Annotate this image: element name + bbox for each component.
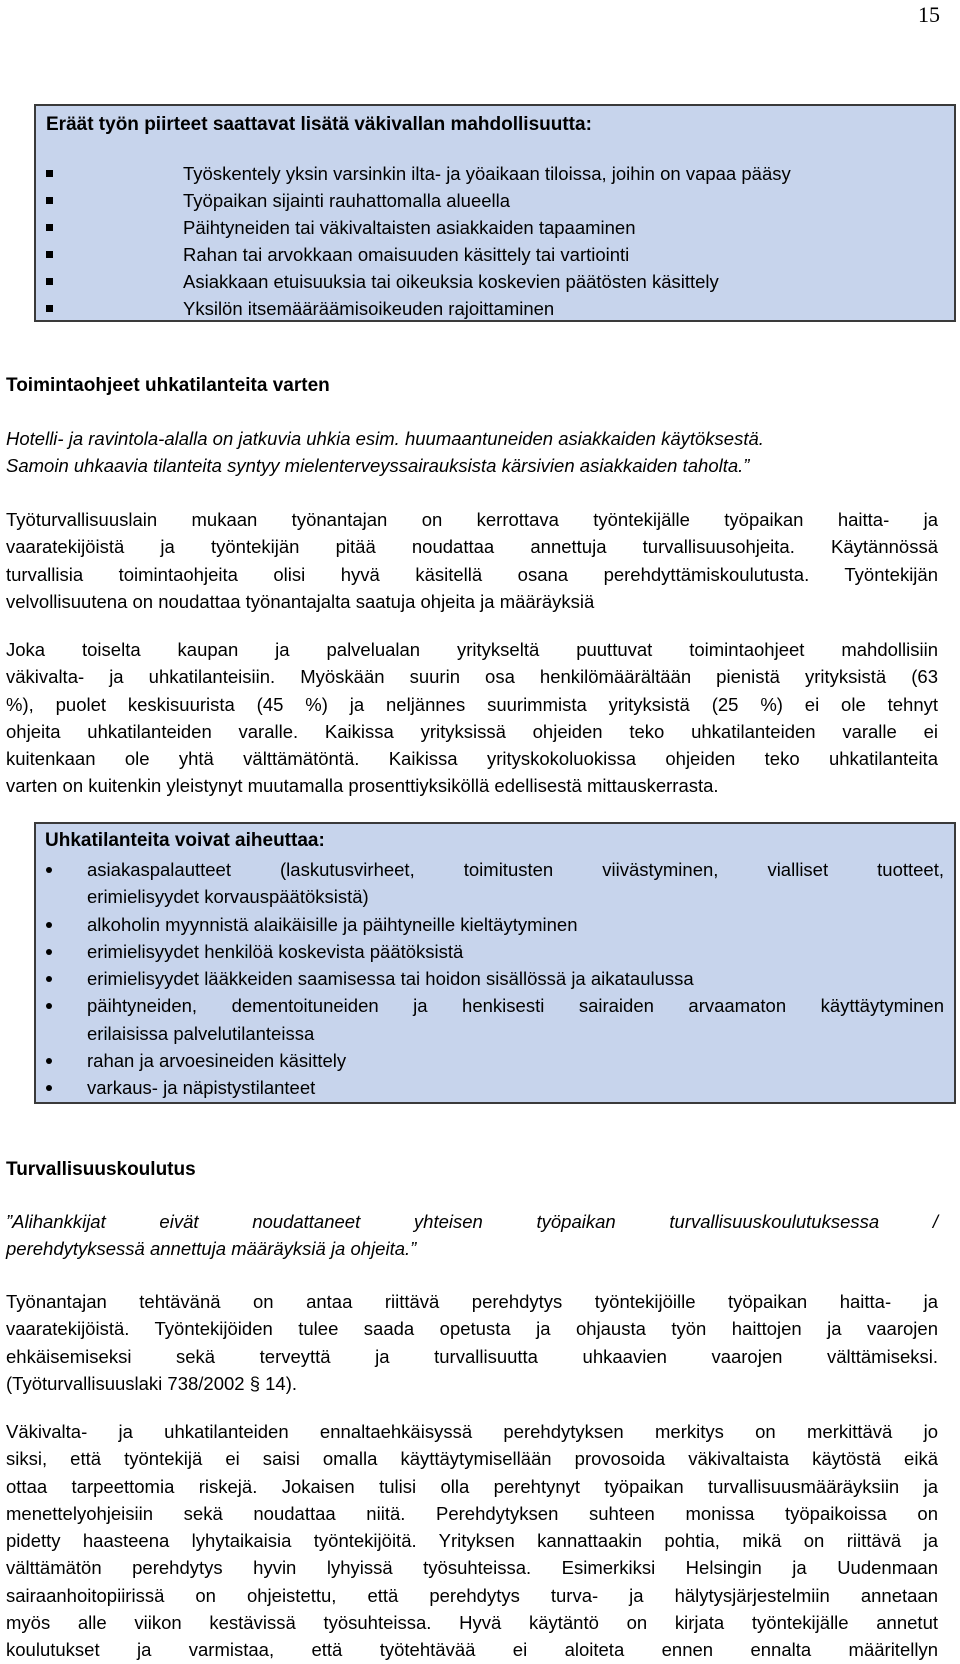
list-item: päihtyneiden, dementoituneiden ja henkisesti sairaiden arvaamaton käyttäytyminen erilaisissa palvelutilanteissa — [36, 992, 954, 1047]
threat-causes-title: Uhkatilanteita voivat aiheuttaa: — [45, 830, 325, 851]
round-bullet-icon — [46, 922, 52, 928]
paragraph-company-statistics: Joka toiselta kaupan ja palvelualan yritykseltä puuttuvat toimintaohjeet mahdollisiin väkivalta- ja uhkatilanteisiin. Myöskään suurin osa henkilömäärältään pienistä yrityksistä (63 %), puolet keskisuurista (45 %) ja neljännes suurimmista yrityksistä (25 %) ei ole tehnyt ohjeita uhkatilanteiden varalle. Kaikissa yrityksissä ohjeiden teko uhkatilanteiden varalle ei kuitenkaan ole yhtä välttämätöntä. Kaikissa yrityskokoluokissa ohjeiden teko uhkatilanteita varten on kuitenkin yleistynyt muutamalla prosenttiyksiköllä edellisestä mittauskerrasta. — [6, 639, 938, 797]
list-item: Työskentely yksin varsinkin ilta- ja yöaikaan tiloissa, joihin on vapaa pääsy — [36, 160, 954, 187]
list-item: Yksilön itsemääräämisoikeuden rajoittaminen — [36, 295, 954, 322]
quote-subcontractors: ”Alihankkijat eivät noudattaneet yhteisen työpaikan turvallisuuskoulutuksessa / perehdytyksessä annettuja määräyksiä ja ohjeita.” — [6, 1211, 938, 1260]
round-bullet-icon — [46, 1003, 52, 1009]
square-bullet-icon — [46, 278, 53, 285]
square-bullet-icon — [46, 251, 53, 258]
paragraph-orientation: Väkivalta- ja uhkatilanteiden ennaltaehkäisyssä perehdytyksen merkitys on merkittävä jo siksi, että työntekijä ei saisi omalla käyttäytymisellään provosoida väkivaltaista käytöstä eikä ottaa tarpeettomia riskejä. Jokaisen tulisi olla perehtynyt työpaikan turvallisuusmääräyksiin ja menettelyohjeisiin sekä noudattaa niitä. Perehdytyksen suhteen monissa työpaikoissa on pidetty haasteena lyhytaikaisia työntekijöitä. Yrityksen kannattaakin pohtia, mikä on riittävä ja välttämätön perehdytys hyvin lyhyissä työsuhteissa. Esimerkiksi Helsingin ja Uudenmaan sairaanhoitopiirissä on ohjeistettu, että perehdytys turva- ja hälytysjärjestelmiin annetaan myös alle viikon kestävissä työsuhteissa. Hyvä käytäntö on kirjata työntekijälle annetut koulutukset ja varmistaa, että työtehtävää ei aloiteta ennen ennalta määritellyn — [6, 1421, 938, 1661]
square-bullet-icon — [46, 305, 53, 312]
list-item: Asiakkaan etuisuuksia tai oikeuksia koskevien päätösten käsittely — [36, 268, 954, 295]
round-bullet-icon — [46, 949, 52, 955]
paragraph-safety-law: Työturvallisuuslain mukaan työnantajan on kerrottava työntekijälle työpaikan haitta- ja vaaratekijöistä ja työntekijän pitää noudattaa annettuja turvallisuusohjeita. Käytännössä turvallisia toimintaohjeita olisi hyvä käsitellä osana perehdyttämiskoulutusta. Työntekijän velvollisuutena on noudattaa työnantajalta saatuja ohjeita ja määräyksiä — [6, 509, 938, 612]
risk-factors-title: Eräät työn piirteet saattavat lisätä väkivallan mahdollisuutta: — [46, 114, 592, 135]
list-item: alkoholin myynnistä alaikäisille ja päihtyneille kieltäytyminen — [36, 911, 954, 938]
list-item: erimielisyydet henkilöä koskevista päätöksistä — [36, 938, 954, 965]
list-item: Rahan tai arvokkaan omaisuuden käsittely tai vartiointi — [36, 241, 954, 268]
risk-factors-box — [34, 104, 956, 322]
square-bullet-icon — [46, 170, 53, 177]
round-bullet-icon — [46, 1058, 52, 1064]
list-item: Päihtyneiden tai väkivaltaisten asiakkaiden tapaaminen — [36, 214, 954, 241]
list-item: asiakaspalautteet (laskutusvirheet, toimitusten viivästyminen, vialliset tuotteet, erimielisyydet korvauspäätöksistä) — [36, 856, 954, 911]
risk-factors-list — [36, 160, 954, 322]
page-number: 15 — [918, 2, 940, 27]
square-bullet-icon — [46, 197, 53, 204]
section-heading-instructions: Toimintaohjeet uhkatilanteita varten — [6, 375, 330, 396]
list-item: rahan ja arvoesineiden käsittely — [36, 1047, 954, 1074]
list-item: erimielisyydet lääkkeiden saamisessa tai hoidon sisällössä ja aikataulussa — [36, 965, 954, 992]
round-bullet-icon — [46, 1085, 52, 1091]
threat-causes-box — [34, 822, 956, 1104]
section-heading-safety-training: Turvallisuuskoulutus — [6, 1159, 196, 1180]
round-bullet-icon — [46, 867, 52, 873]
quote-hotel: Hotelli- ja ravintola-alalla on jatkuvia uhkia esim. huumaantuneiden asiakkaiden käytöksestä. Samoin uhkaavia tilanteita syntyy mielenterveyssairauksista kärsivien asiakkaiden taholta.” — [6, 428, 764, 477]
round-bullet-icon — [46, 976, 52, 982]
list-item: varkaus- ja näpistystilanteet — [36, 1074, 954, 1101]
paragraph-employer-duty: Työnantajan tehtävänä on antaa riittävä perehdytys työntekijöille työpaikan haitta- ja vaaratekijöistä. Työntekijöiden tulee saada opetusta ja ohjausta työn haittojen ja vaarojen ehkäisemiseksi sekä terveyttä ja turvallisuutta uhkaavien vaarojen välttämiseksi. (Työturvallisuuslaki 738/2002 § 14). — [6, 1291, 938, 1394]
list-item: Työpaikan sijainti rauhattomalla alueella — [36, 187, 954, 214]
square-bullet-icon — [46, 224, 53, 231]
threat-causes-list — [36, 856, 954, 1102]
